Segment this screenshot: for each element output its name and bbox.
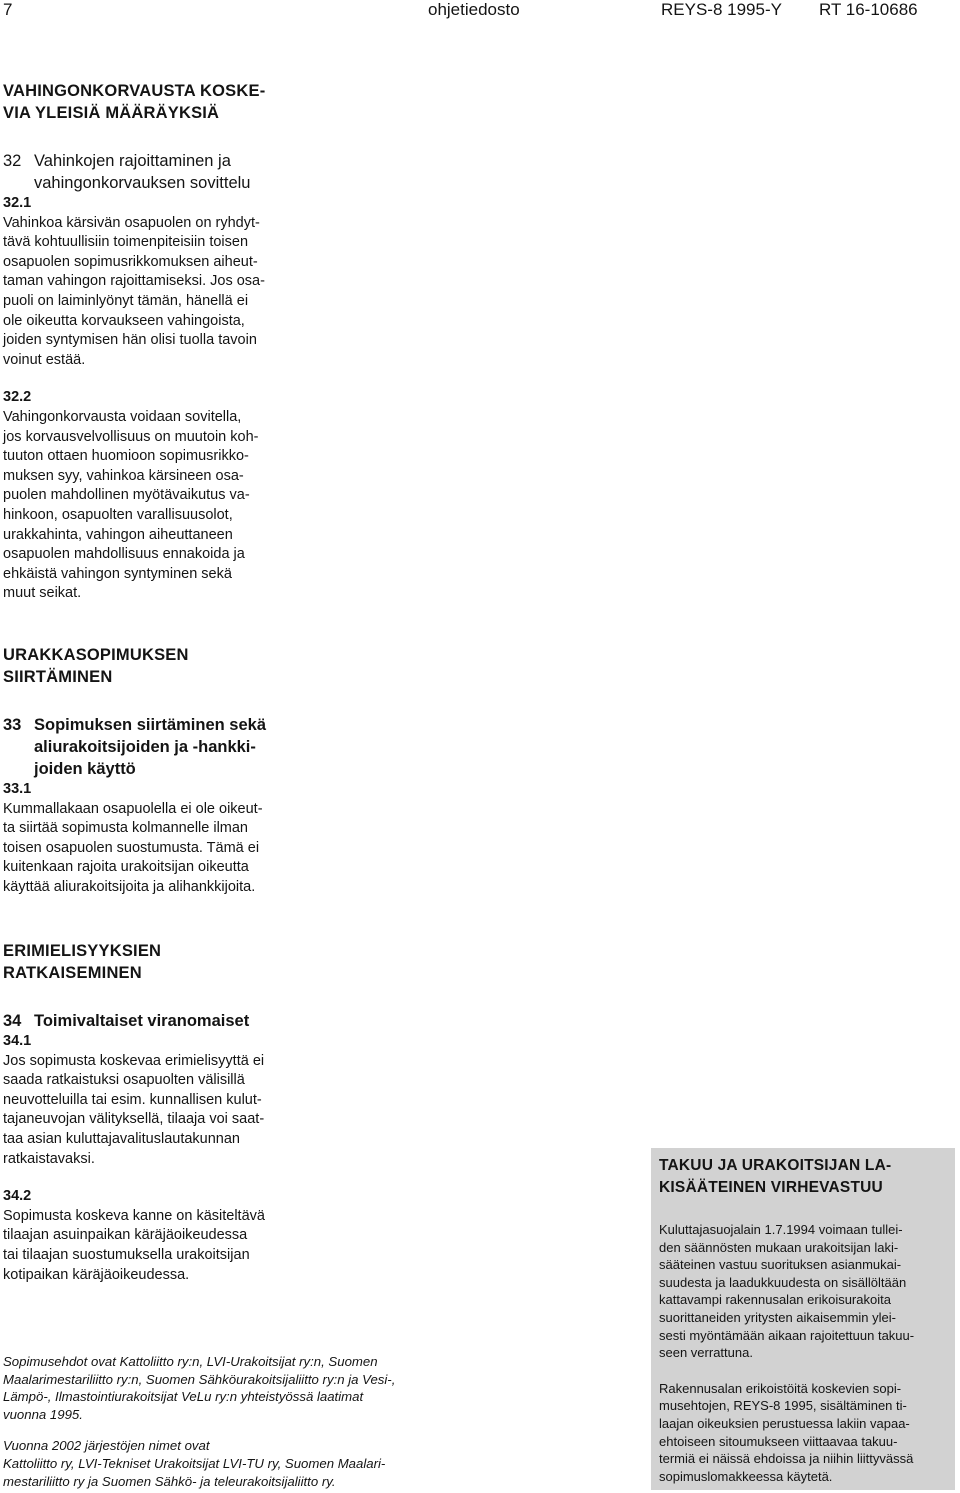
box-text-line: seen verrattuna. bbox=[659, 1345, 753, 1361]
warranty-info-box bbox=[651, 1148, 955, 1490]
paragraph-line: tajaneuvojan välityksellä, tilaaja voi saat- bbox=[3, 1111, 265, 1128]
section-title bbox=[3, 80, 305, 124]
paragraph-line: tilaajan asuinpaikan käräjäoikeudessa bbox=[3, 1227, 248, 1244]
box-text-line: sesti myöntämään aikaan rajoitettuun takuu- bbox=[659, 1327, 915, 1343]
paragraph-line: muut seikat. bbox=[3, 585, 82, 602]
paragraph-line: osapuolen sopimusrikkomuksen aiheut- bbox=[3, 253, 258, 270]
box-text-line: musehtojen, REYS-8 1995, sisältäminen ti- bbox=[659, 1398, 907, 1414]
article-32-title bbox=[3, 150, 305, 194]
footer-line: Lämpö-, Ilmastointiurakoitsijat VeLu ry:n yhteistyössä laatimat bbox=[3, 1389, 364, 1405]
section-title-line: URAKKASOPIMUKSEN bbox=[3, 646, 189, 664]
paragraph-line: toisen osapuolen suostumusta. Tämä ei bbox=[3, 839, 260, 856]
paragraph-line: urakkahinta, vahingon aiheuttaneen bbox=[3, 526, 233, 543]
paragraph-line: voinut estää. bbox=[3, 351, 86, 368]
paragraph-number: 32.1 bbox=[3, 195, 32, 211]
paragraph-line: hinkoon, osapuolten varallisuusolot, bbox=[3, 506, 233, 523]
article-number: 32 bbox=[3, 152, 22, 170]
box-text-line: den säännösten mukaan urakoitsijan laki- bbox=[659, 1239, 899, 1255]
box-text-line: sääteinen vastuu suorituksen asianmukai- bbox=[659, 1257, 902, 1273]
paragraph-line: Kummallakaan osapuolella ei ole oikeut- bbox=[3, 800, 263, 817]
box-title bbox=[659, 1155, 955, 1199]
paragraph-line: taa asian kuluttajavalituslautakunnan bbox=[3, 1130, 240, 1147]
paragraph-line: puolen mahdollinen myötävaikutus va- bbox=[3, 487, 250, 504]
section-title-line: VIA YLEISIÄ MÄÄRÄYKSIÄ bbox=[3, 104, 220, 122]
page-number: 7 bbox=[3, 0, 13, 19]
box-text-line: laajan oikeuksien perustuessa lakiin vapaa- bbox=[659, 1415, 910, 1431]
paragraph-line: ta siirtää sopimusta kolmannelle ilman bbox=[3, 820, 248, 837]
paragraph-34-1 bbox=[3, 1032, 305, 1169]
article-title-line: joiden käyttö bbox=[34, 760, 136, 778]
article-title-line: vahingonkorvauksen sovittelu bbox=[34, 174, 251, 192]
paragraph-number: 33.1 bbox=[3, 781, 32, 797]
section-damages bbox=[3, 80, 305, 604]
paragraph-line: ehkäistä vahingon syntyminen sekä bbox=[3, 565, 232, 582]
paragraph-line: Vahinkoa kärsivän osapuolen on ryhdyt- bbox=[3, 214, 260, 231]
paragraph-line: tai tilaajan suostumuksella urakoitsijan bbox=[3, 1246, 250, 1263]
paragraph-line: saada ratkaistuksi osapuolten välisillä bbox=[3, 1072, 245, 1089]
box-paragraph bbox=[659, 1380, 955, 1486]
rt-code: RT 16-10686 bbox=[819, 0, 918, 19]
section-title bbox=[3, 644, 305, 688]
paragraph-line: tuuton ottaen huomioon sopimusrikko- bbox=[3, 448, 249, 465]
section-contract-transfer bbox=[3, 644, 305, 898]
footer-line: vuonna 1995. bbox=[3, 1406, 83, 1422]
paragraph-number: 34.1 bbox=[3, 1033, 32, 1049]
article-title-line: Vahinkojen rajoittaminen ja bbox=[34, 152, 231, 170]
section-title-line: VAHINGONKORVAUSTA KOSKE- bbox=[3, 82, 266, 100]
paragraph-line: käyttää aliurakoitsijoita ja alihankkijoita. bbox=[3, 878, 256, 895]
paragraph-34-2 bbox=[3, 1187, 305, 1285]
article-title-line: Toimivaltaiset viranomaiset bbox=[34, 1012, 250, 1030]
section-disputes bbox=[3, 940, 305, 1285]
box-text-line: Kuluttajasuojalain 1.7.1994 voimaan tullei- bbox=[659, 1222, 903, 1237]
box-text-line: Rakennusalan erikoistöitä koskevien sopi- bbox=[659, 1380, 902, 1396]
footer-note bbox=[3, 1353, 453, 1490]
article-title-line: Sopimuksen siirtäminen sekä bbox=[34, 716, 267, 734]
paragraph-33-1 bbox=[3, 780, 305, 898]
doc-type: ohjetiedosto bbox=[428, 0, 520, 19]
article-number: 33 bbox=[3, 716, 22, 734]
paragraph-line: osapuolen mahdollisuus ennakoida ja bbox=[3, 546, 245, 563]
paragraph-number: 32.2 bbox=[3, 389, 32, 406]
paragraph-number: 34.2 bbox=[3, 1188, 32, 1205]
footer-line: Vuonna 2002 järjestöjen nimet ovat bbox=[3, 1438, 210, 1454]
paragraph-line: neuvotteluilla tai esim. kunnallisen kulut- bbox=[3, 1091, 262, 1108]
box-paragraph bbox=[659, 1221, 955, 1362]
article-34-title bbox=[3, 1010, 305, 1032]
article-number: 34 bbox=[3, 1012, 22, 1030]
section-title bbox=[3, 940, 305, 984]
paragraph-line: puoli on laiminlyönyt tämän, hänellä ei bbox=[3, 292, 249, 309]
section-title-line: RATKAISEMINEN bbox=[3, 964, 142, 982]
paragraph-32-1 bbox=[3, 194, 305, 370]
paragraph-line: muksen syy, vahinkoa kärsineen osa- bbox=[3, 467, 244, 484]
footer-line: Kattoliitto ry, LVI-Tekniset Urakoitsijat LVI-TU ry, Suomen Maalari- bbox=[3, 1455, 386, 1471]
footer-line: mestariliitto ry ja Suomen Sähkö- ja teleurakoitsijaliitto ry. bbox=[3, 1473, 336, 1489]
paragraph-line: kuitenkaan rajoita urakoitsijan oikeutta bbox=[3, 859, 249, 876]
box-title-line: TAKUU JA URAKOITSIJAN LA- bbox=[659, 1157, 892, 1174]
section-title-line: SIIRTÄMINEN bbox=[3, 668, 113, 686]
paragraph-line: taman vahingon rajoittamiseksi. Jos osa- bbox=[3, 273, 265, 290]
footer-line: Maalarimestariliitto ry:n, Suomen Sähköurakoitsijaliitto ry:n ja Vesi-, bbox=[3, 1371, 396, 1387]
article-title-line: aliurakoitsijoiden ja -hankki- bbox=[34, 738, 256, 756]
box-text-line: ehtoiseen sitoumukseen viittaavaa takuu- bbox=[659, 1433, 898, 1449]
box-title-line: KISÄÄTEINEN VIRHEVASTUU bbox=[659, 1179, 883, 1196]
article-33-title bbox=[3, 714, 305, 780]
paragraph-line: Jos sopimusta koskevaa erimielisyyttä ei bbox=[3, 1052, 265, 1069]
paragraph-line: ole oikeutta korvaukseen vahingoista, bbox=[3, 312, 245, 329]
box-text-line: suorittaneiden yritysten aikaisemmin ylei- bbox=[659, 1309, 896, 1325]
paragraph-line: Vahingonkorvausta voidaan sovitella, bbox=[3, 408, 242, 425]
paragraph-line: kotipaikan käräjäoikeudessa. bbox=[3, 1266, 190, 1283]
paragraph-line: ratkaistavaksi. bbox=[3, 1150, 95, 1167]
box-text-line: termiä ei näissä ehdoissa ja niihin liittyvässä bbox=[659, 1451, 914, 1467]
paragraph-line: joiden syntymisen hän olisi tuolla tavoin bbox=[3, 332, 257, 349]
paragraph-32-2 bbox=[3, 388, 305, 604]
box-text-line: suudesta ja laadukkuudesta on sisällöltään bbox=[659, 1274, 907, 1290]
paragraph-line: jos korvausvelvollisuus on muutoin koh- bbox=[3, 428, 259, 445]
paragraph-line: Sopimusta koskeva kanne on käsiteltävä bbox=[3, 1207, 265, 1224]
footer-line: Sopimusehdot ovat Kattoliitto ry:n, LVI-Urakoitsijat ry:n, Suomen bbox=[3, 1354, 378, 1369]
section-title-line: ERIMIELISYYKSIEN bbox=[3, 942, 162, 960]
box-text-line: kattavampi rakennusalan erikoisurakoita bbox=[659, 1292, 891, 1308]
doc-code: REYS-8 1995-Y bbox=[661, 0, 782, 19]
paragraph-line: tävä kohtuullisiin toimenpiteisiin toisen bbox=[3, 234, 249, 251]
box-text-line: sopimuslomakkeessa käytetä. bbox=[659, 1468, 833, 1484]
